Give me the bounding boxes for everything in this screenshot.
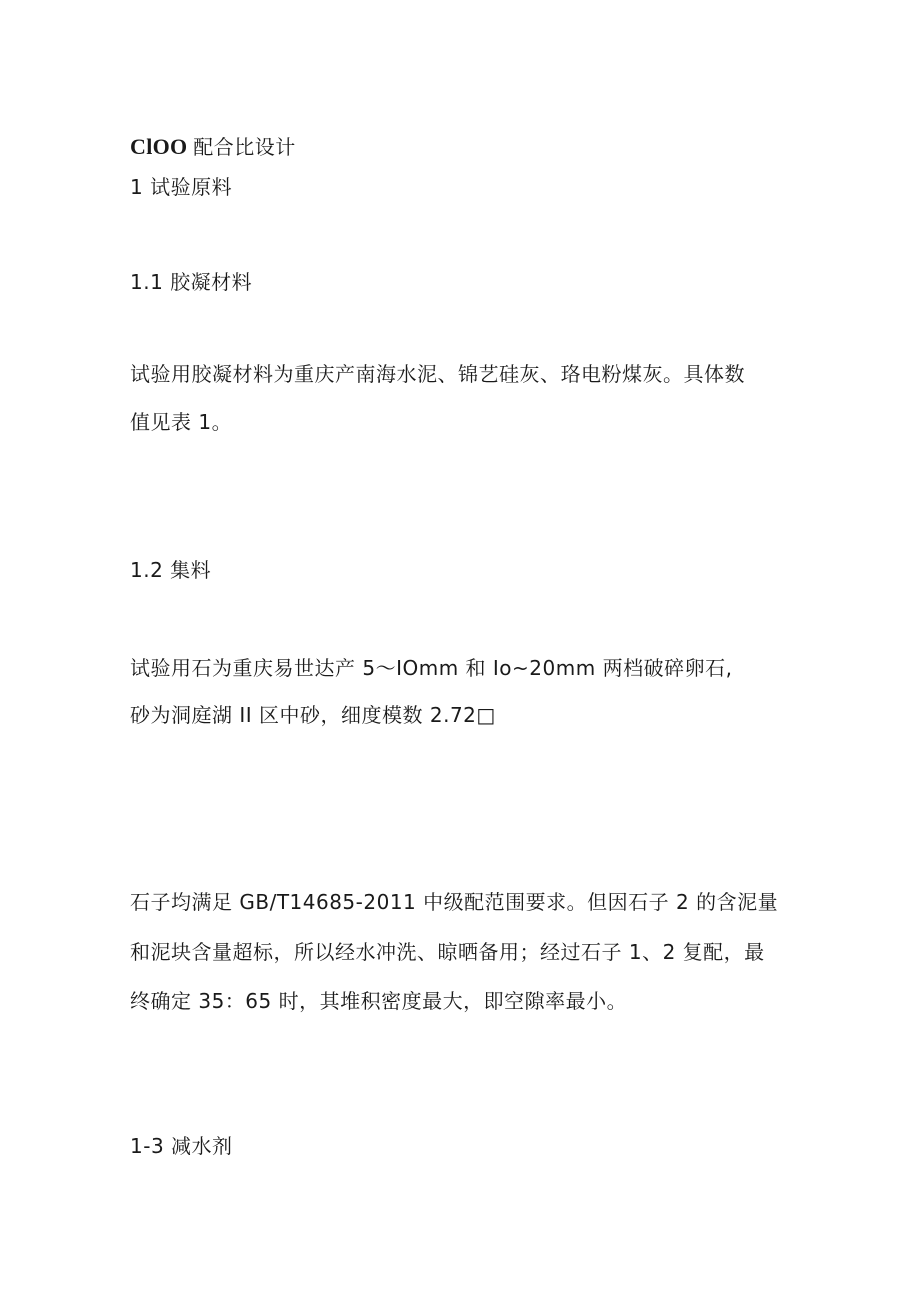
title-code: ClOO: [130, 134, 188, 159]
title-text: 配合比设计: [193, 135, 296, 159]
paragraph-stone-line-3: 终确定 35：65 时，其堆积密度最大，即空隙率最小。: [130, 989, 628, 1013]
section-heading-1-2: 1.2 集料: [130, 558, 212, 582]
paragraph-stone-line-2: 和泥块含量超标，所以经水冲洗、晾晒备用；经过石子 1、2 复配，最: [130, 940, 765, 964]
section-heading-1-3: 1-3 减水剂: [130, 1134, 233, 1158]
paragraph-aggregate-line-1: 试验用石为重庆易世达产 5～IOmm 和 Io~20mm 两档破碎卵石,: [130, 656, 733, 680]
paragraph-stone-line-1: 石子均满足 GB/T14685-2011 中级配范围要求。但因石子 2 的含泥量: [130, 890, 779, 914]
paragraph-aggregate-line-2: 砂为洞庭湖 II 区中砂，细度模数 2.72□: [130, 703, 496, 727]
document-title: [130, 135, 296, 159]
section-heading-1-1: 1.1 胶凝材料: [130, 270, 253, 294]
paragraph-binder-line-2: 值见表 1。: [130, 410, 233, 434]
paragraph-binder-line-1: 试验用胶凝材料为重庆产南海水泥、锦艺硅灰、珞电粉煤灰。具体数: [130, 362, 745, 386]
section-heading-1: 1 试验原料: [130, 175, 233, 199]
